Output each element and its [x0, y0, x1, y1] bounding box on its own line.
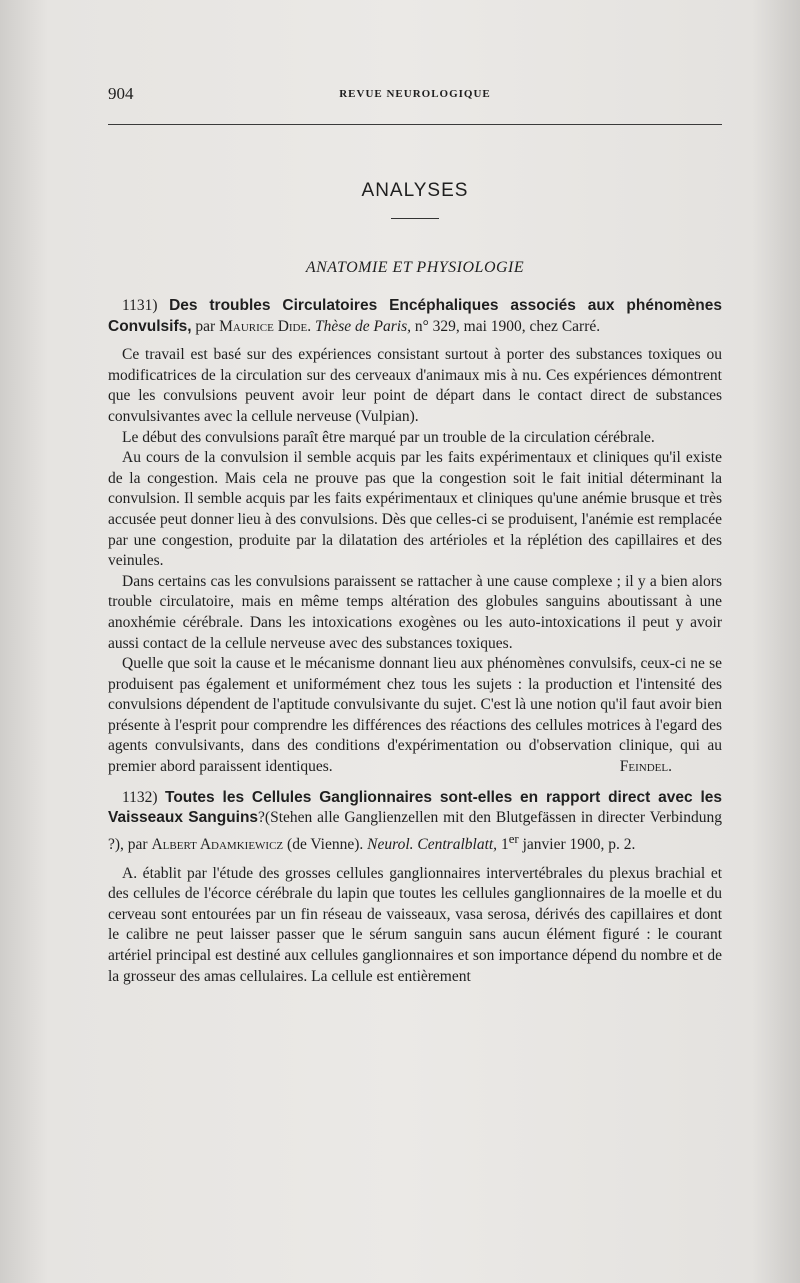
- page-number: 904: [108, 84, 134, 103]
- entry-date-rest: janvier 1900, p. 2.: [522, 836, 636, 853]
- paragraph: Au cours de la convulsion il semble acquis par les faits expérimentaux et cliniques qu'il existe de la congestion. Mais cela ne prouve pas que la congestion soit le fait initial déterminant la convulsion. Il semble acquis par les faits expérimentaux et cliniques qu'une anémie brusque et très accusée peut donner lieu à des convulsions. Dès que celles-ci se produisent, l'anémie est remplacée par une congestion, produite par la dilatation des artérioles et la réplétion des capillaires et des veinules.: [108, 449, 722, 570]
- entry-author: Albert Adamkiewicz: [151, 836, 284, 853]
- entry-citation: n° 329, mai 1900, chez Carré.: [414, 317, 601, 335]
- entry-by: par: [195, 317, 216, 335]
- entry-german-title: ?(Stehen alle Ganglienzellen mit den Blutgefässen in directer Verbindung ?), par: [108, 809, 722, 853]
- header-rule: [108, 124, 722, 125]
- entry-author: Maurice Dide.: [219, 317, 312, 335]
- entry-date-day: 1: [500, 836, 509, 853]
- article-body: [108, 296, 722, 987]
- section-rule: [391, 218, 439, 219]
- entry-date-sup: er: [508, 830, 519, 846]
- paragraph: A. établit par l'étude des grosses cellules ganglionnaires intervertébrales du plexus brachial et des cellules de l'écorce cérébrale du lapin que toutes les cellules ganglionnaires de la moelle et du cerveau sont entourées par un fin réseau de vaisseaux, vasa serosa, dérivés des capillaires et dont le calibre ne peut laisser passer que le sérum sanguin sans aucun élément figuré : le courant artériel principal est destiné aux cellules ganglionnaires et son importance dépend du nombre et de la grosseur des amas cellulaires. La cellule est entièrement: [108, 864, 722, 985]
- subsection-title: ANATOMIE ET PHYSIOLOGIE: [305, 259, 525, 276]
- entry-title: Toutes les Cellules Ganglionnaires sont-elles en rapport direct avec les Vaisseaux Sanguins: [108, 788, 722, 827]
- entry-number: 1132): [122, 788, 158, 806]
- entry-location: (de Vienne).: [287, 836, 364, 853]
- paragraph: Ce travail est basé sur des expériences consistant surtout à porter des substances toxiques ou modificatrices de la circulation sur des cerveaux d'animaux mis à nu. Ces expériences démontrent que les convulsions peuvent avoir leur point de départ dans le contact direct de substances convulsivantes avec la cellule nerveuse (Vulpian).: [108, 346, 722, 425]
- reviewer-signature: Feindel.: [619, 758, 672, 776]
- running-header: [108, 84, 722, 108]
- paragraph-text: Quelle que soit la cause et le mécanisme donnant lieu aux phénomènes convulsifs, ceux-ci ne se produisent pas également et uniformément chez tous les sujets : la production et l'intensité des convulsions dépendent de l'aptitude convulsivante du sujet. C'est là une notion qu'il faut avoir bien présente à l'esprit pour comprendre les différences des réactions des cellules motrices à l'egard des agents convulsivants, dans des conditions d'expérimentation ou d'observation clinique, qui au premier abord paraissent identiques.: [108, 655, 722, 776]
- section-title: ANALYSES: [361, 180, 469, 201]
- entry-thesis: Thèse de Paris,: [314, 317, 411, 335]
- entry-journal: Neurol. Centralblatt,: [367, 836, 498, 853]
- entry-1131-heading: [108, 296, 722, 337]
- paragraph-with-signature: [108, 654, 722, 778]
- entry-number: 1131): [122, 297, 158, 314]
- paragraph: Le début des convulsions paraît être marqué par un trouble de la circulation cérébrale.: [122, 428, 655, 446]
- paragraph: Dans certains cas les convulsions paraissent se rattacher à une cause complexe ; il y a bien alors trouble circulatoire, mais en même temps altération des globules sanguins aboutissant à une anoxhémie cérébrale. Dans les intoxications exogènes ou les auto-intoxications il peut y avoir aussi contact de la cellule nerveuse avec des substances toxiques.: [108, 572, 722, 652]
- entry-1132-heading: [108, 788, 722, 856]
- entry-title: Des troubles Circulatoires Encéphaliques associés aux phénomènes Convulsifs,: [108, 297, 722, 335]
- journal-title: REVUE NEUROLOGIQUE: [339, 88, 491, 100]
